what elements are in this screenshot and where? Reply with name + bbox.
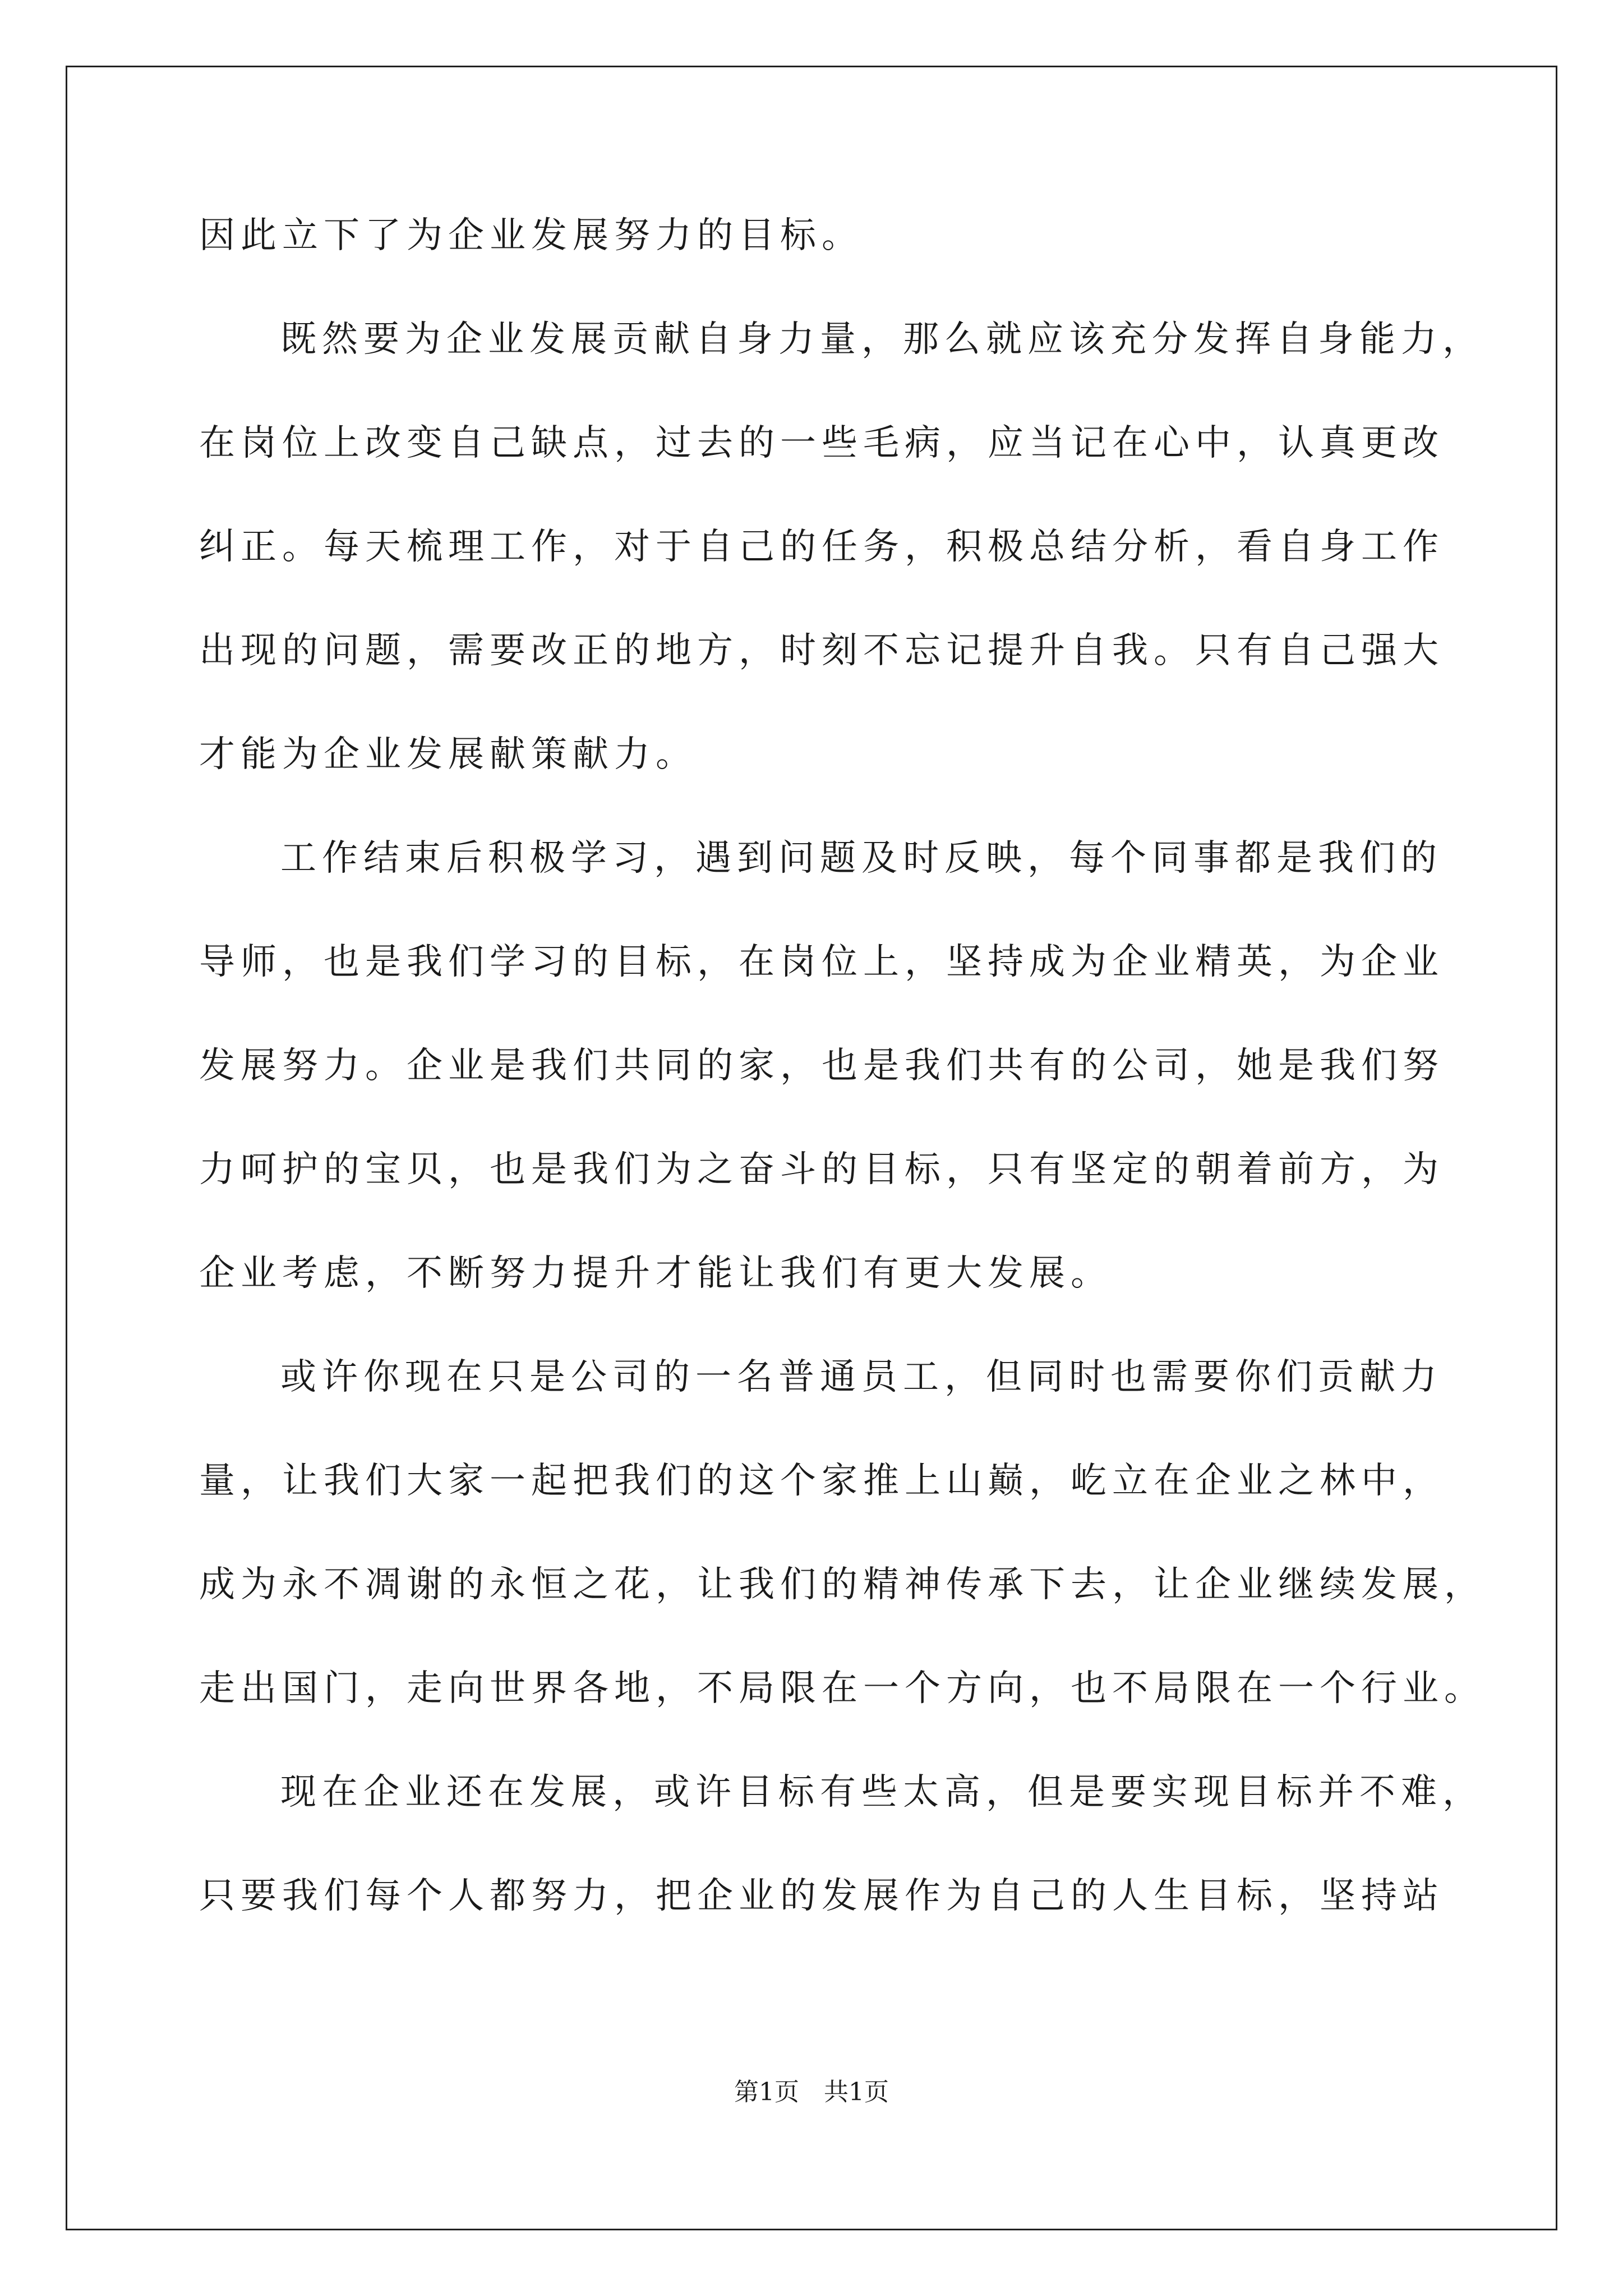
text-line: 既然要为企业发展贡献自身力量，那么就应该充分发挥自身能力， [280, 319, 1484, 360]
text-line: 发展努力。企业是我们共同的家，也是我们共有的公司，她是我们努 [199, 1045, 1444, 1087]
text-line: 只要我们每个人都努力，把企业的发展作为自己的人生目标，坚持站 [199, 1875, 1444, 1917]
text-line: 力呵护的宝贝，也是我们为之奋斗的目标，只有坚定的朝着前方，为 [199, 1149, 1444, 1190]
text-line: 企业考虑，不断努力提升才能让我们有更大发展。 [199, 1253, 1112, 1294]
text-line: 才能为企业发展献策献力。 [199, 734, 697, 775]
text-line: 或许你现在只是公司的一名普通员工，但同时也需要你们贡献力 [280, 1356, 1442, 1398]
text-line: 导师，也是我们学习的目标，在岗位上，坚持成为企业精英，为企业 [199, 941, 1444, 983]
text-line: 走出国门，走向世界各地，不局限在一个方向，也不局限在一个行业。 [199, 1668, 1486, 1709]
text-line: 量，让我们大家一起把我们的这个家推上山巅，屹立在企业之林中， [199, 1460, 1444, 1502]
text-line: 出现的问题，需要改正的地方，时刻不忘记提升自我。只有自己强大 [199, 630, 1444, 671]
text-line: 纠正。每天梳理工作，对于自己的任务，积极总结分析，看自身工作 [199, 526, 1444, 568]
page-number-footer: 第1页 共1页 [734, 2078, 889, 2106]
text-line: 现在企业还在发展，或许目标有些太高，但是要实现目标并不难， [280, 1772, 1484, 1813]
text-line: 在岗位上改变自己缺点，过去的一些毛病，应当记在心中，认真更改 [199, 422, 1444, 464]
text-line: 工作结束后积极学习，遇到问题及时反映，每个同事都是我们的 [280, 838, 1442, 879]
text-line: 成为永不凋谢的永恒之花，让我们的精神传承下去，让企业继续发展， [199, 1564, 1486, 1605]
text-line: 因此立下了为企业发展努力的目标。 [199, 215, 863, 256]
